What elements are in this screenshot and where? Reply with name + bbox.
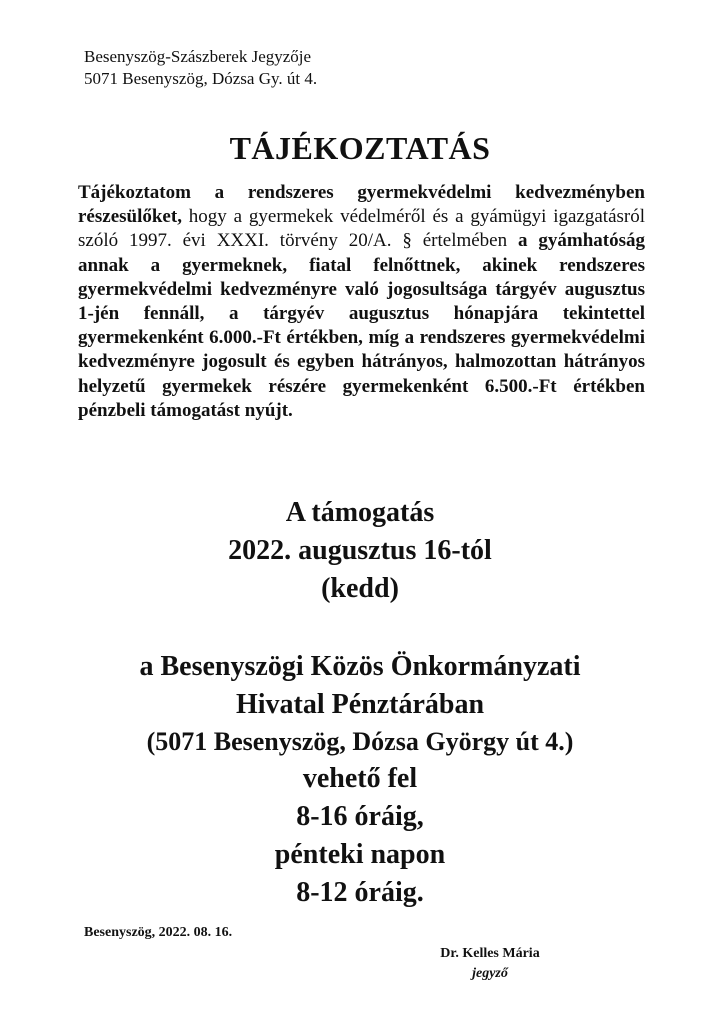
place-date: Besenyszög, 2022. 08. 16. bbox=[84, 925, 233, 940]
office-name-line2: Hivatal Pénztárában bbox=[235, 689, 485, 720]
body-law-reference: hogy a gyermekek védelméről és a gyámügyi igazgatásról szóló 1997. évi XXXI. törvény 20/A. § értelmében bbox=[78, 206, 645, 252]
notice-body bbox=[78, 181, 645, 423]
pickup-label: vehető fel bbox=[302, 763, 418, 794]
notice-title: TÁJÉKOZTATÁS bbox=[229, 130, 491, 166]
office-name-line1: a Besenyszögi Közös Önkormányzati bbox=[139, 651, 581, 682]
support-heading: A támogatás bbox=[285, 497, 435, 528]
body-bold-intro: Tájékoztatom a rendszeres gyermekvédelmi kedvezményben részesülőket, bbox=[78, 182, 645, 228]
support-weekday: (kedd) bbox=[321, 573, 399, 604]
office-block bbox=[0, 648, 720, 912]
signer-name: Dr. Kelles Mária bbox=[440, 946, 540, 961]
sender-office: Besenyszög-Szászberek Jegyzője bbox=[84, 47, 312, 66]
office-address: (5071 Besenyszög, Dózsa György út 4.) bbox=[146, 727, 574, 756]
sender-block bbox=[84, 46, 317, 90]
hours-weekday: 8-16 óráig, bbox=[296, 801, 424, 832]
support-block bbox=[0, 494, 720, 608]
hours-friday: 8-12 óráig. bbox=[296, 877, 424, 908]
support-date: 2022. augusztus 16-tól bbox=[228, 535, 492, 566]
body-bold-details: a gyámhatóság annak a gyermeknek, fiatal felnőttnek, akinek rendszeres gyermekvédelmi kedvezményre való jogosultsága tárgyév augusztus 1-jén fennáll, a tárgyév augusztus hónapjára tekintettel gyermekenként 6.000.-Ft értékben, míg a rendszeres gyermekvédelmi kedvezményre jogosult és egyben hátrányos, halmozottan hátrányos helyzetű gyermekek részére gyermekenként 6.500.-Ft értékben pénzbeli támogatást nyújt. bbox=[78, 230, 645, 421]
signer-role: jegyző bbox=[472, 966, 508, 981]
sender-address: 5071 Besenyszög, Dózsa Gy. út 4. bbox=[84, 69, 318, 88]
friday-label: pénteki napon bbox=[274, 839, 446, 870]
signature-block bbox=[410, 944, 570, 984]
